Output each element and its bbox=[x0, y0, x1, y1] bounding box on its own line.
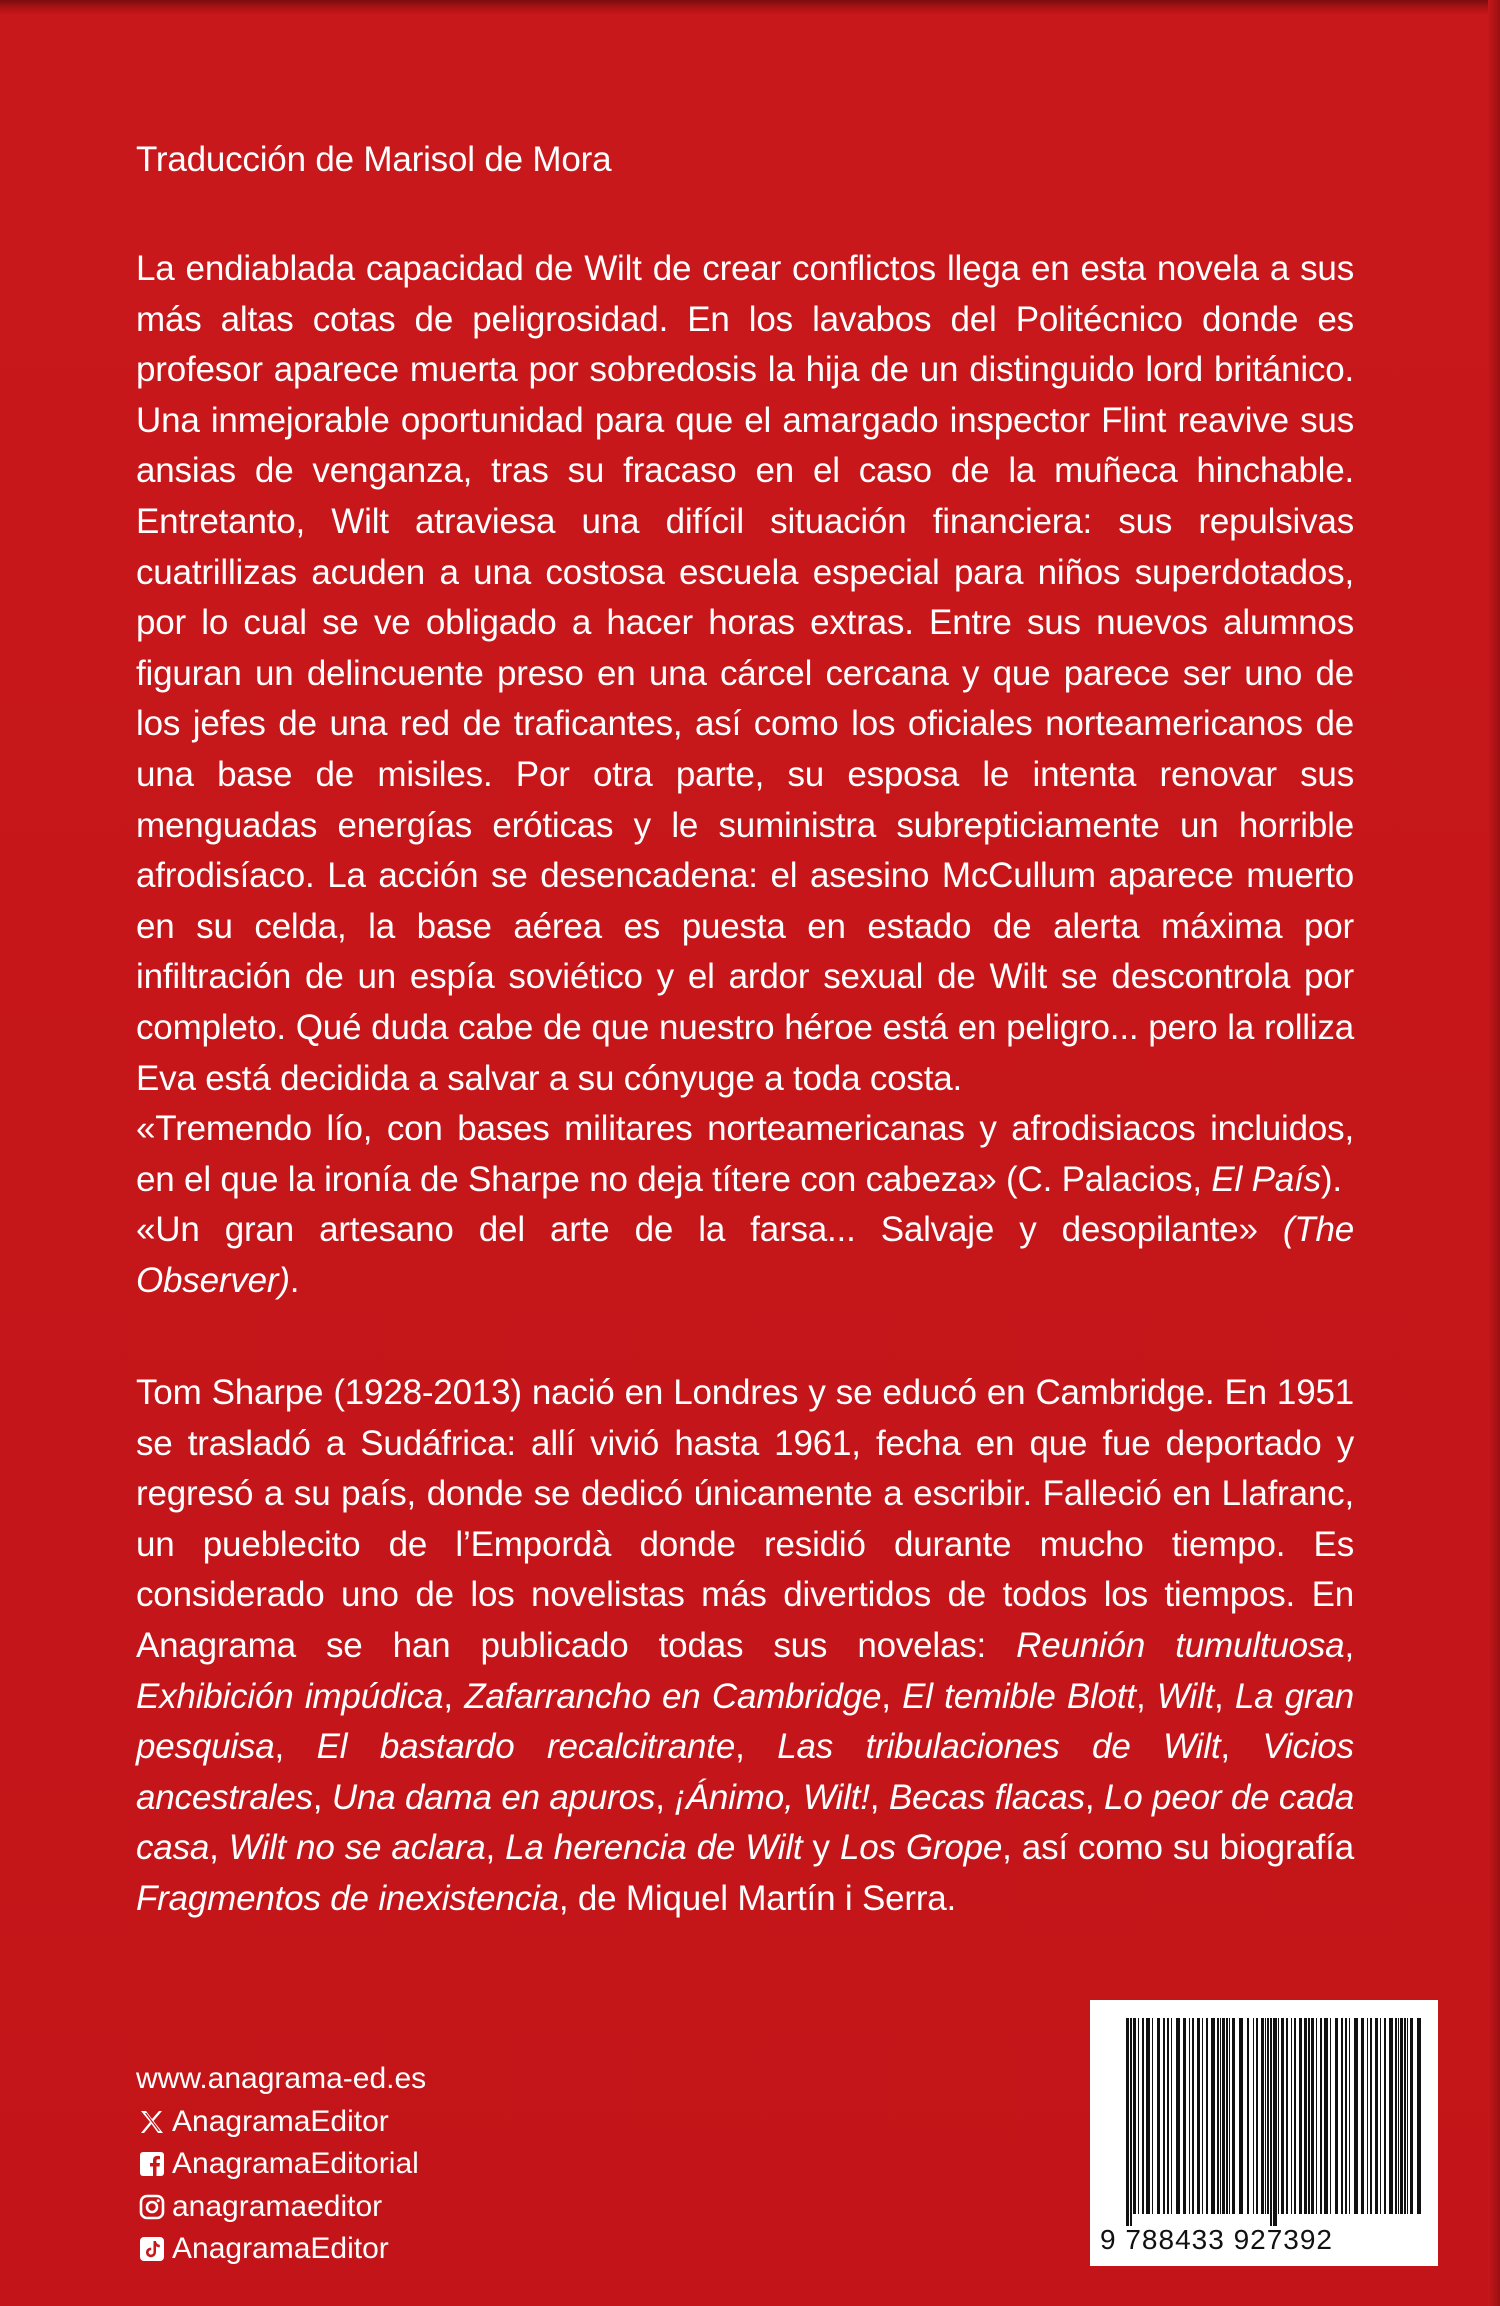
barcode-bar bbox=[1217, 2018, 1219, 2214]
barcode-bar bbox=[1152, 2018, 1153, 2214]
bio-intro: Tom Sharpe (1928-2013) nació en Londres y se educó en Cambridge. En 1951 se trasladó a Sudáfrica: allí vivió hasta 1961, fecha en que fue deportado y regresó a su país, donde se dedicó únicamente a escribir. Falleció en Llafranc, un pueblecito de l’Empordà donde residió durante mucho tiempo. Es considerado uno de los novelistas más divertidos de todos los tiempos. En Anagrama se han publicado todas sus novelas: bbox=[136, 1373, 1354, 1665]
barcode-bar bbox=[1247, 2018, 1249, 2214]
barcode-bar bbox=[1341, 2018, 1343, 2214]
barcode-bar bbox=[1261, 2018, 1264, 2214]
book-title: Los Grope bbox=[839, 1828, 1003, 1868]
barcode-bar bbox=[1384, 2018, 1386, 2214]
synopsis bbox=[136, 244, 1354, 1306]
book-title: Lo peor de cada casa bbox=[136, 1777, 1355, 1868]
barcode-bar bbox=[1291, 2018, 1292, 2214]
barcode-bar bbox=[1130, 2018, 1132, 2226]
barcode-bar bbox=[1126, 2018, 1129, 2226]
website-link[interactable] bbox=[136, 2058, 426, 2101]
quote-2-text: «Un gran artesano del arte de la farsa... Salvaje y desopilante» bbox=[136, 1210, 1258, 1250]
review-quote-1 bbox=[136, 1104, 1354, 1205]
barcode-bar bbox=[1395, 2018, 1397, 2214]
barcode-bar bbox=[1316, 2018, 1317, 2214]
barcode-bar bbox=[1304, 2018, 1307, 2214]
barcode-bar bbox=[1265, 2018, 1266, 2214]
barcode-bar bbox=[1361, 2018, 1364, 2214]
barcode-bar bbox=[1308, 2018, 1310, 2214]
facebook-icon bbox=[136, 2148, 168, 2180]
barcode-bar bbox=[1410, 2018, 1413, 2214]
barcode-bar bbox=[1197, 2018, 1200, 2214]
cover-top-edge bbox=[0, 0, 1500, 14]
biography-title: Fragmentos de inexistencia bbox=[136, 1878, 559, 1918]
review-quote-2 bbox=[136, 1205, 1354, 1306]
barcode-bar bbox=[1232, 2018, 1235, 2214]
barcode-bar bbox=[1226, 2018, 1228, 2214]
barcode-bar bbox=[1389, 2018, 1393, 2214]
barcode-bar bbox=[1270, 2018, 1272, 2226]
barcode-bar bbox=[1189, 2018, 1190, 2214]
book-title: Becas flacas bbox=[888, 1777, 1085, 1817]
isbn-digits: 9 788433 927392 bbox=[1100, 2224, 1333, 2255]
book-title: Reunión tumultuosa bbox=[1016, 1625, 1345, 1665]
barcode-bar bbox=[1345, 2018, 1347, 2214]
and-word: y bbox=[812, 1828, 830, 1868]
bio-mid: , así como su biografía bbox=[1002, 1828, 1354, 1868]
barcode-bar bbox=[1256, 2018, 1258, 2214]
barcode-bar bbox=[1330, 2018, 1331, 2214]
barcode-bar bbox=[1335, 2018, 1338, 2214]
barcode-bar bbox=[1380, 2018, 1381, 2214]
publisher-links bbox=[136, 2058, 426, 2271]
barcode-bar bbox=[1142, 2018, 1144, 2214]
book-title: Zafarrancho en Cambridge bbox=[464, 1676, 882, 1716]
book-title: Una dama en apuros bbox=[331, 1777, 656, 1817]
barcode-bar bbox=[1370, 2018, 1372, 2214]
barcode-bar bbox=[1404, 2018, 1406, 2214]
barcode-bar bbox=[1211, 2018, 1215, 2214]
barcode-bar bbox=[1146, 2018, 1150, 2214]
barcode-bar bbox=[1324, 2018, 1328, 2214]
barcode-bar bbox=[1157, 2018, 1160, 2214]
barcode-bar bbox=[1202, 2018, 1203, 2214]
barcode-bar bbox=[1407, 2018, 1408, 2214]
barcode-bar bbox=[1294, 2018, 1296, 2214]
book-title: Exhibición impúdica bbox=[136, 1676, 444, 1716]
barcode-bar bbox=[1417, 2018, 1421, 2214]
tiktok-handle[interactable]: AnagramaEditor bbox=[172, 2232, 389, 2265]
quote-2-end: . bbox=[289, 1260, 300, 1300]
barcode-bar bbox=[1192, 2018, 1194, 2214]
quote-1-text: «Tremendo lío, con bases militares norteamericanas y afrodisiacos incluidos, en el que la ironía de Sharpe no deja títere con cabeza» (C. Palacios, bbox=[136, 1109, 1354, 1199]
book-title: Las tribulaciones de Wilt bbox=[777, 1727, 1221, 1767]
bio-end: , de Miquel Martín i Serra. bbox=[558, 1878, 957, 1918]
barcode-bar bbox=[1299, 2018, 1302, 2214]
barcode-bar bbox=[1273, 2018, 1277, 2226]
quote-2-source: (The Observer) bbox=[136, 1210, 1354, 1300]
barcode-bar bbox=[1222, 2018, 1225, 2214]
barcode-bar bbox=[1286, 2018, 1288, 2214]
barcode-bar bbox=[1183, 2018, 1186, 2214]
website-url[interactable]: www.anagrama-ed.es bbox=[136, 2062, 427, 2095]
barcode-bar bbox=[1349, 2018, 1350, 2214]
barcode-bar bbox=[1278, 2018, 1279, 2214]
book-title: Vicios ancestrales bbox=[136, 1727, 1354, 1817]
barcode-bar bbox=[1354, 2018, 1358, 2214]
barcode-bar bbox=[1229, 2018, 1230, 2214]
barcode-bar bbox=[1311, 2018, 1314, 2214]
instagram-link[interactable] bbox=[136, 2186, 426, 2229]
barcode-bar bbox=[1253, 2018, 1254, 2214]
barcode-bar bbox=[1375, 2018, 1378, 2214]
barcode-bar bbox=[1400, 2018, 1403, 2214]
barcode-bar bbox=[1367, 2018, 1368, 2214]
barcode-bar bbox=[1163, 2018, 1165, 2214]
barcode-bar bbox=[1220, 2018, 1221, 2214]
barcode-bar bbox=[1176, 2018, 1180, 2214]
barcode-bar bbox=[1320, 2018, 1322, 2214]
barcode-bar bbox=[1267, 2018, 1269, 2214]
barcode-bar bbox=[1239, 2018, 1243, 2214]
barcode-bar bbox=[1133, 2018, 1136, 2214]
book-title: La herencia de Wilt bbox=[505, 1828, 803, 1868]
tiktok-link[interactable] bbox=[136, 2228, 426, 2271]
author-bio-paragraph: Tom Sharpe (1928-2013) nació en Londres y se educó en Cambridge. En 1951 se trasladó a Sudáfrica: allí vivió hasta 1961, fecha en que fue deportado y regresó a su país, donde se dedicó únicamente a escribir. Falleció en Llafranc, un pueblecito de l’Empordà donde residió durante mucho tiempo. Es considerado uno de los novelistas más divertidos de todos los tiempos. En Anagrama se han publicado todas sus novelas: Reunión tumultuosa, Exhibición impúdica, Zafarrancho en Cambridge, El temible Blott, Wilt, La gran pesquisa, El bastardo recalcitrante, Las tribulaciones de Wilt, Vicios ancestrales, Una dama en apuros, ¡Ánimo, Wilt!, Becas flacas, Lo peor de cada casa, Wilt no se aclara, La herencia de Wilt y Los Grope, así como su biografía Fragmentos de inexistencia, de Miquel Martín i Serra. bbox=[136, 1373, 1355, 1918]
tiktok-icon bbox=[136, 2233, 168, 2265]
barcode-bar bbox=[1206, 2018, 1208, 2214]
barcode-bar bbox=[1138, 2018, 1139, 2214]
book-title: La gran pesquisa bbox=[136, 1676, 1354, 1767]
cover-right-edge bbox=[1488, 0, 1500, 2306]
x-logo-icon bbox=[136, 2106, 168, 2138]
barcode-bars bbox=[1090, 2000, 1438, 2230]
synopsis-paragraph: La endiablada capacidad de Wilt de crear conflictos llega en esta novela a sus más altas cotas de peligrosidad. En los lavabos del Politécnico donde es profesor aparece muerta por sobredosis la hija de un distinguido lord británico. Una inmejorable oportunidad para que el amargado inspector Flint reavive sus ansias de venganza, tras su fracaso en el caso de la muñeca hinchable. Entretanto, Wilt atraviesa una difícil situación financiera: sus repulsivas cuatrillizas acuden a una costosa escuela especial para niños superdotados, por lo cual se ve obligado a hacer horas extras. Entre sus nuevos alumnos figuran un delincuente preso en una cárcel cercana y que parece ser uno de los jefes de una red de traficantes, así como los oficiales norteamericanos de una base de misiles. Por otra parte, su esposa le intenta renovar sus menguadas energías eróticas y le suministra subrepticiamente un horrible afrodisíaco. La acción se desencadena: el asesino McCullum aparece muerto en su celda, la base aérea es puesta en estado de alerta máxima por infiltración de un espía soviético y el ardor sexual de Wilt se descontrola por completo. Qué duda cabe de que nuestro héroe está en peligro... pero la rolliza Eva está decidida a salvar a su cónyuge a toda costa. bbox=[136, 249, 1354, 1098]
author-bio bbox=[136, 1368, 1354, 1925]
quote-1-end: ). bbox=[1320, 1159, 1342, 1199]
book-title: El bastardo recalcitrante bbox=[316, 1727, 736, 1767]
facebook-link[interactable] bbox=[136, 2143, 426, 2186]
instagram-handle[interactable]: anagramaeditor bbox=[172, 2189, 383, 2223]
book-title: ¡Ánimo, Wilt! bbox=[674, 1777, 870, 1817]
book-title: El temible Blott bbox=[902, 1676, 1136, 1716]
barcode-bar bbox=[1281, 2018, 1284, 2214]
quote-1-source: El País bbox=[1211, 1159, 1321, 1199]
facebook-handle[interactable]: AnagramaEditorial bbox=[172, 2147, 419, 2180]
barcode-bar bbox=[1167, 2018, 1169, 2214]
book-title: Wilt no se aclara bbox=[228, 1828, 486, 1868]
instagram-icon bbox=[136, 2191, 168, 2223]
barcode-bar bbox=[1171, 2018, 1172, 2214]
barcode-bar bbox=[1398, 2018, 1399, 2214]
x-link[interactable] bbox=[136, 2101, 426, 2144]
translator-credit: Traducción de Marisol de Mora bbox=[136, 140, 612, 179]
book-title: Wilt bbox=[1156, 1676, 1215, 1716]
isbn-barcode bbox=[1090, 2000, 1438, 2266]
x-handle[interactable]: AnagramaEditor bbox=[172, 2104, 389, 2138]
